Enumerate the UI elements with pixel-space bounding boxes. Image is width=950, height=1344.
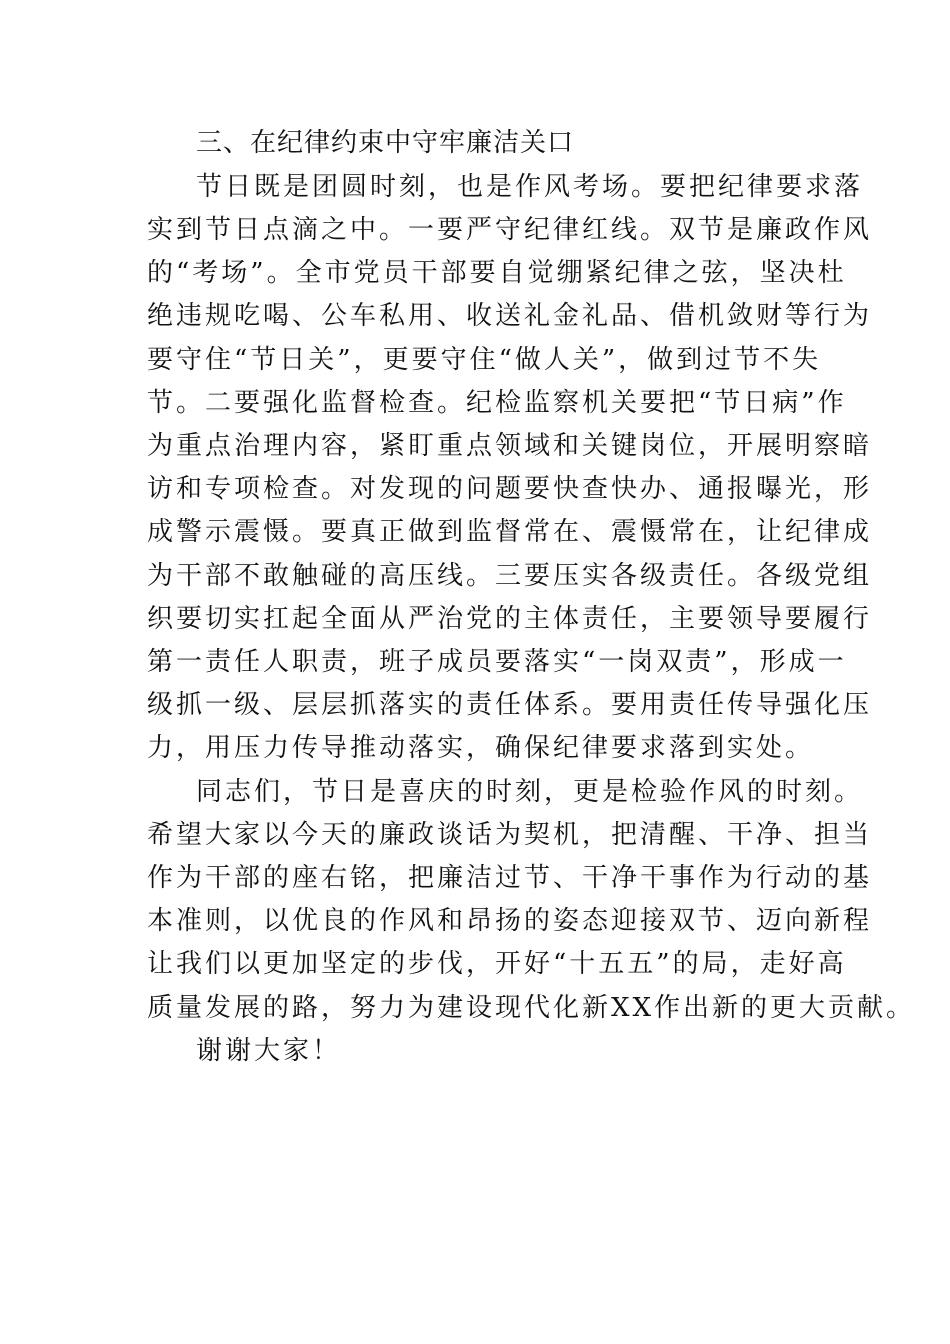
section-heading: 三、在纪律约束中守牢廉洁关口 xyxy=(196,128,575,158)
paragraph-line: 第一责任人职责，班子成员要落实“一岗双责”，形成一 xyxy=(147,647,847,677)
paragraph-line: 的“考场”。全市党员干部要自觉绷紧纪律之弦，坚决杜 xyxy=(147,258,847,288)
paragraph-line: 节日既是团圆时刻，也是作风考场。要把纪律要求落 xyxy=(196,172,864,202)
paragraph-line: 织要切实扛起全面从严治党的主体责任，主要领导要履行 xyxy=(147,604,873,634)
paragraph-line: 让我们以更加坚定的步伐，开好“十五五”的局，走好高 xyxy=(147,949,847,979)
paragraph-line: 本准则，以优良的作风和昂扬的姿态迎接双节、迈向新程 xyxy=(147,906,873,936)
paragraph-line: 级抓一级、层层抓落实的责任体系。要用责任传导强化压 xyxy=(147,690,873,720)
paragraph-line: 为重点治理内容，紧盯重点领域和关键岗位，开展明察暗 xyxy=(147,431,873,461)
paragraph-line: 访和专项检查。对发现的问题要快查快办、通报曝光，形 xyxy=(147,474,873,504)
paragraph-line: 要守住“节日关”，更要守住“做人关”，做到过节不失 xyxy=(147,345,822,375)
paragraph-line: 绝违规吃喝、公车私用、收送礼金礼品、借机敛财等行为 xyxy=(147,301,873,331)
paragraph-line: 希望大家以今天的廉政谈话为契机，把清醒、干净、担当 xyxy=(147,820,873,850)
paragraph-line: 成警示震慑。要真正做到监督常在、震慑常在，让纪律成 xyxy=(147,517,873,547)
closing-line: 谢谢大家！ xyxy=(196,1036,342,1066)
paragraph-line: 力，用压力传导推动落实，确保纪律要求落到实处。 xyxy=(147,733,815,763)
paragraph-line: 质量发展的路，努力为建设现代化新XX作出新的更大贡献。 xyxy=(147,993,916,1023)
paragraph-line: 节。二要强化监督检查。纪检监察机关要把“节日病”作 xyxy=(147,388,847,418)
paragraph-line: 为干部不敢触碰的高压线。三要压实各级责任。各级党组 xyxy=(147,561,873,591)
paragraph-line: 作为干部的座右铭，把廉洁过节、干净干事作为行动的基 xyxy=(147,863,873,893)
paragraph-line: 实到节日点滴之中。一要严守纪律红线。双节是廉政作风 xyxy=(147,215,873,245)
paragraph-line: 同志们，节日是喜庆的时刻，更是检验作风的时刻。 xyxy=(196,777,864,807)
